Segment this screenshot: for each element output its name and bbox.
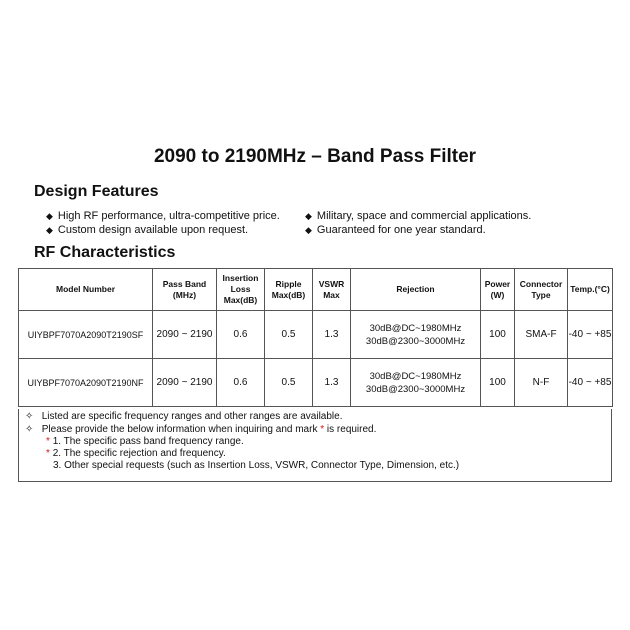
table-row <box>19 359 613 407</box>
feature-item: ◆ Custom design available upon request. <box>46 224 249 236</box>
diamond-bullet-icon: ◆ <box>305 225 312 235</box>
cell-model: UIYBPF7070A2090T2190NF <box>19 359 153 407</box>
diamond-outline-bullet-icon: ✧ <box>25 411 34 422</box>
cell-vswr: 1.3 <box>313 359 351 407</box>
design-features-heading: Design Features <box>34 183 159 200</box>
feature-item: ◆ High RF performance, ultra-competitive price. <box>46 210 280 222</box>
cell-ripple: 0.5 <box>265 311 313 359</box>
cell-pass-band: 2090 ~ 2190 <box>153 311 217 359</box>
note-line: ✧ Please provide the below information when inquiring and mark * is required. <box>25 424 377 435</box>
cell-rejection: 30dB@DC~1980MHz 30dB@2300~3000MHz <box>351 311 481 359</box>
col-header-connector: Connector Type <box>515 269 568 311</box>
cell-insertion-loss: 0.6 <box>217 359 265 407</box>
col-header-pass-band: Pass Band (MHz) <box>153 269 217 311</box>
feature-item: ◆ Military, space and commercial applications. <box>305 210 532 222</box>
cell-rejection: 30dB@DC~1980MHz 30dB@2300~3000MHz <box>351 359 481 407</box>
col-header-temp: Temp.(°C) <box>568 269 613 311</box>
cell-power: 100 <box>481 359 515 407</box>
rf-characteristics-table <box>18 268 613 407</box>
note-subitem: 3. Other special requests (such as Insertion Loss, VSWR, Connector Type, Dimension, etc.) <box>53 460 460 471</box>
rf-characteristics-heading: RF Characteristics <box>34 244 176 261</box>
notes-box <box>18 409 612 482</box>
cell-insertion-loss: 0.6 <box>217 311 265 359</box>
diamond-bullet-icon: ◆ <box>305 211 312 221</box>
required-star: * <box>46 436 50 447</box>
table-header-row <box>19 269 613 311</box>
diamond-bullet-icon: ◆ <box>46 211 53 221</box>
cell-temp: -40 ~ +85 <box>568 359 613 407</box>
required-star: * <box>46 448 50 459</box>
col-header-rejection: Rejection <box>351 269 481 311</box>
note-subitem: * 1. The specific pass band frequency range. <box>46 436 244 447</box>
cell-temp: -40 ~ +85 <box>568 311 613 359</box>
cell-model: UIYBPF7070A2090T2190SF <box>19 311 153 359</box>
note-line: ✧ Listed are specific frequency ranges and other ranges are available. <box>25 411 343 422</box>
page-title: 2090 to 2190MHz – Band Pass Filter <box>153 146 477 167</box>
col-header-ripple: Ripple Max(dB) <box>265 269 313 311</box>
cell-power: 100 <box>481 311 515 359</box>
required-star: * <box>320 424 325 435</box>
note-subitem: * 2. The specific rejection and frequency. <box>46 448 226 459</box>
cell-ripple: 0.5 <box>265 359 313 407</box>
table-row <box>19 311 613 359</box>
diamond-outline-bullet-icon: ✧ <box>25 424 34 435</box>
col-header-model: Model Number <box>19 269 153 311</box>
cell-connector: N-F <box>515 359 568 407</box>
diamond-bullet-icon: ◆ <box>46 225 53 235</box>
col-header-power: Power (W) <box>481 269 515 311</box>
col-header-vswr: VSWR Max <box>313 269 351 311</box>
col-header-insertion-loss: Insertion Loss Max(dB) <box>217 269 265 311</box>
cell-pass-band: 2090 ~ 2190 <box>153 359 217 407</box>
cell-connector: SMA-F <box>515 311 568 359</box>
cell-vswr: 1.3 <box>313 311 351 359</box>
feature-item: ◆ Guaranteed for one year standard. <box>305 224 486 236</box>
